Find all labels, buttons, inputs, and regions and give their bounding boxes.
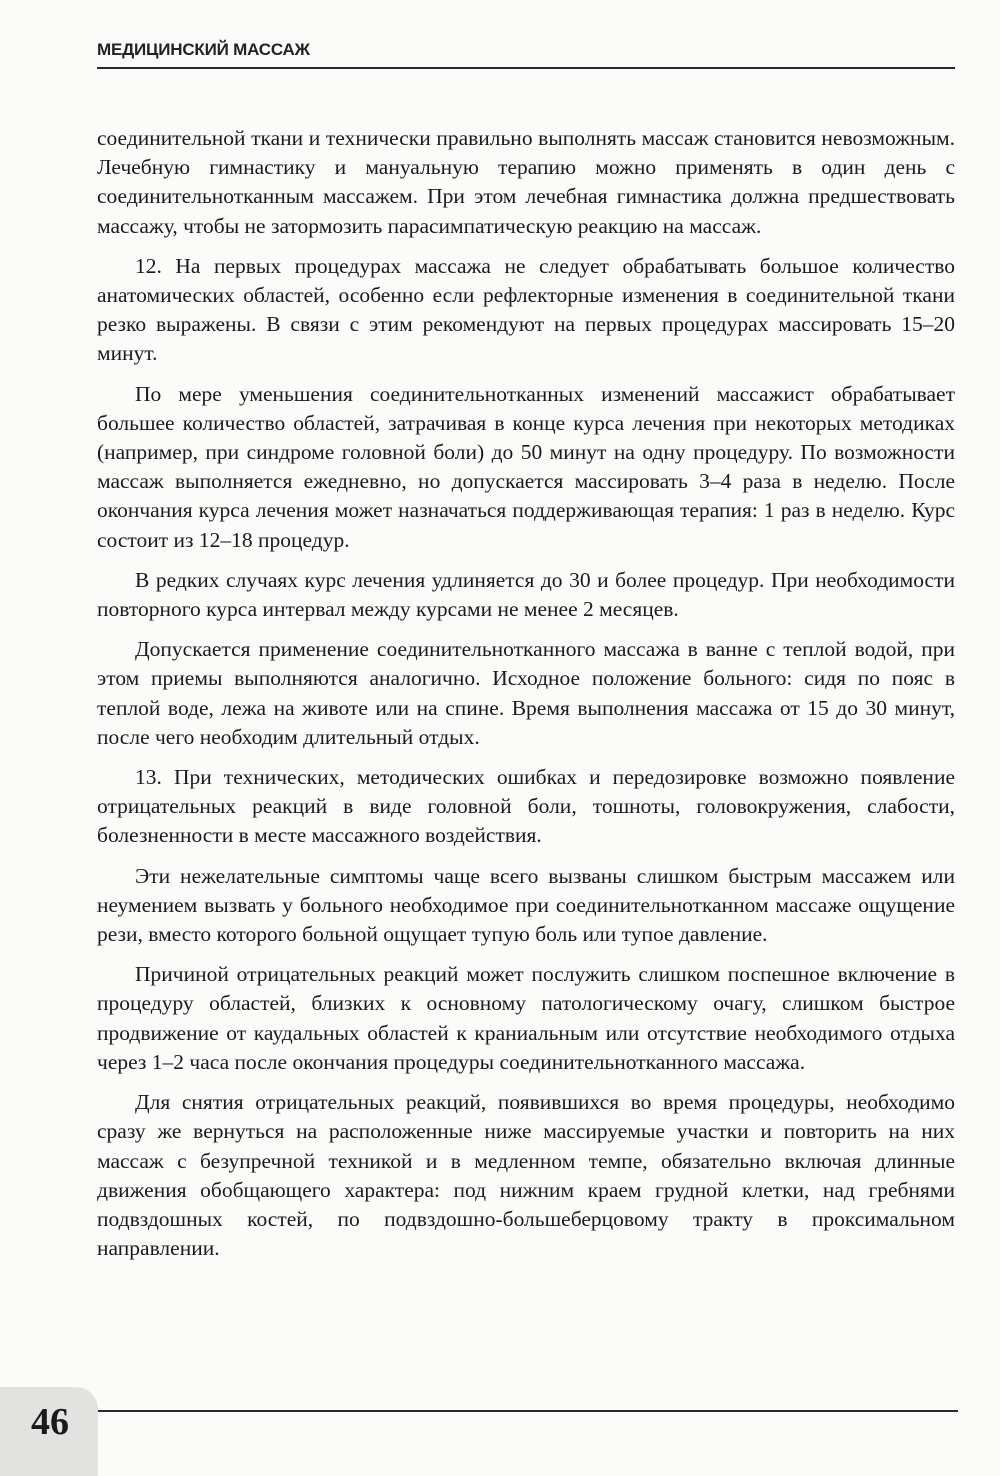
paragraph: Допускается применение соединительнотканного массажа в ванне с теплой водой, при этом приемы выполняются аналогично. Исходное положение больного: сидя по пояс в теплой воде, лежа на животе или на спине. Время выполнения массажа от 15 до 30 минут, после чего необходим длительный отдых. bbox=[97, 637, 955, 749]
body-text bbox=[97, 124, 955, 1274]
running-header: МЕДИЦИНСКИЙ МАССАЖ bbox=[97, 40, 310, 59]
paragraph: 12. На первых процедурах массажа не следует обрабатывать большое количество анатомических областей, особенно если рефлекторные изменения в соединительной ткани резко выражены. В связи с этим рекомендуют на первых процедурах массировать 15–20 минут. bbox=[97, 253, 955, 366]
paragraph: Эти нежелательные симптомы чаще всего вызваны слишком быстрым массажем или неумением вызвать у больного необходимое при соединительнотканном массаже ощущение рези, вместо которого больной ощущает тупую боль или тупое давление. bbox=[97, 863, 955, 947]
paragraph: 13. При технических, методических ошибках и передозировке возможно появление отрицательных реакций в виде головной боли, тошноты, головокружения, слабости, болезненности в месте массажного воздействия. bbox=[97, 765, 955, 848]
paragraph: По мере уменьшения соединительнотканных изменений массажист обрабатывает большее количество областей, затрачивая в конце курса лечения при некоторых методиках (например, при синдроме головной боли) до 50 минут на одну процедуру. По возможности массаж выполняется ежедневно, но допускается массировать 3–4 раза в неделю. После окончания курса лечения может назначаться поддерживающая терапия: 1 раз в неделю. Курс состоит из 12–18 процедур. bbox=[97, 381, 955, 552]
footer-rule bbox=[98, 1410, 958, 1412]
paragraph: Для снятия отрицательных реакций, появившихся во время процедуры, необходимо сразу же вернуться на расположенные ниже массируемые участки и повторить на них массаж с безупречной техникой и в медленном темпе, обязательно включая длинные движения обобщающего характера: под нижним краем грудной клетки, над гребнями подвздошных костей, по подвздошно-большеберцовому тракту в проксимальном направлении. bbox=[97, 1090, 955, 1261]
page-number: 46 bbox=[31, 1401, 69, 1443]
paragraph: соединительной ткани и технически правильно выполнять массаж становится невозможным. Лечебную гимнастику и мануальную терапию можно применять в один день с соединительнотканным массажем. При этом лечебная гимнастика должна предшествовать массажу, чтобы не затормозить парасимпатическую реакцию на массаж. bbox=[97, 126, 955, 238]
paragraph: В редких случаях курс лечения удлиняется до 30 и более процедур. При необходимости повторного курса интервал между курсами не менее 2 месяцев. bbox=[97, 567, 955, 622]
paragraph: Причиной отрицательных реакций может послужить слишком поспешное включение в процедуру областей, близких к основному патологическому очагу, слишком быстрое продвижение от каудальных областей к краниальным или отсутствие необходимого отдыха через 1–2 часа после окончания процедуры соединительнотканного массажа. bbox=[97, 962, 955, 1074]
header-rule bbox=[97, 67, 955, 69]
